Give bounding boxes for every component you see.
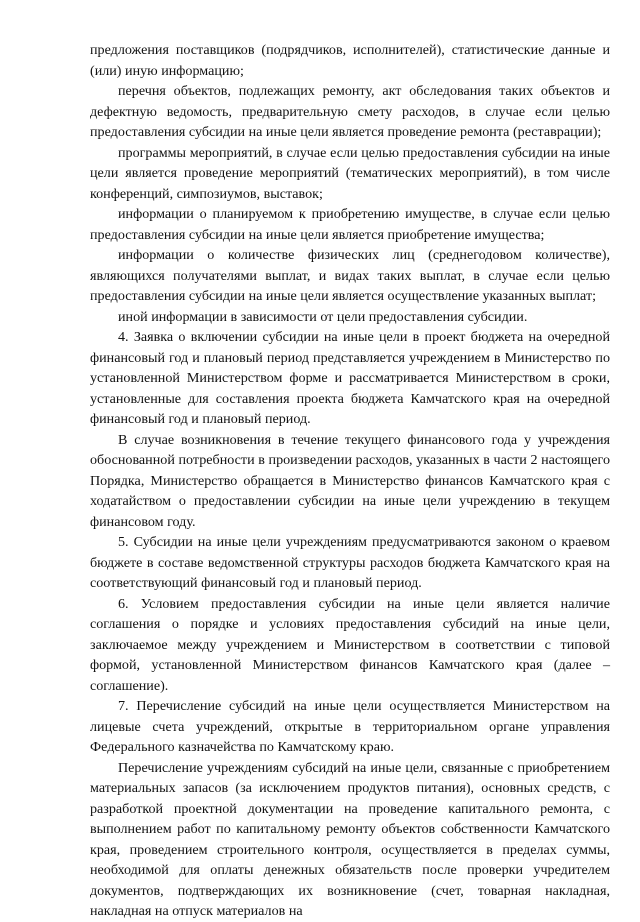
paragraph-item-5: 5. Субсидии на иные цели учреждениям предусматриваются законом о краевом бюджете в составе ведомственной структуры расходов бюджета Камчатского края на соответствующий финансовый год и плановый период. <box>90 534 610 591</box>
document-page <box>90 40 610 922</box>
paragraph-other-info: иной информации в зависимости от цели предоставления субсидии. <box>118 308 528 325</box>
paragraph-item-4: 4. Заявка о включении субсидии на иные цели в проект бюджета на очередной финансовый год и плановый период представляется учреждением в Министерство по установленной Министерством форме и рассматривается Министерством в сроки, установленные для составления проекта бюджета Камчатского края на очередной финансовый год и плановый период. <box>90 329 610 427</box>
paragraph-item-4-continued: В случае возникновения в течение текущего финансового года у учреждения обоснованной потребности в произведении расходов, указанных в части 2 настоящего Порядка, Министерство обращается в Министерство финансов Камчатского края с ходатайством о предоставлении субсидии на иные цели учреждению в текущем финансовом году. <box>90 431 610 530</box>
paragraph-item-7: 7. Перечисление субсидий на иные цели осуществляется Министерством на лицевые счета учреждений, открытые в территориальном органе управления Федерального казначейства по Камчатскому краю. <box>90 698 610 755</box>
paragraph-recipients-info: информации о количестве физических лиц (среднегодовом количестве), являющихся получателями выплат, и видах таких выплат, в случае если целью предоставления субсидии на иные цели является осуществление указанных выплат; <box>90 247 610 304</box>
paragraph-item-7-transfer: Перечисление учреждениям субсидий на иные цели, связанные с приобретением материальных запасов (за исключением продуктов питания), основных средств, с разработкой проектной документации на проведение капитального ремонта, с выполнением работ по капитальному ремонту объектов собственности Камчатского края, проведением строительного контроля, осуществляется в пределах суммы, необходимой для оплаты денежных обязательств после проверки учредителем документов, подтверждающих их возникновение (счет, товарная накладная, накладная на отпуск материалов на <box>90 759 610 919</box>
paragraph-events-program: программы мероприятий, в случае если целью предоставления субсидии на иные цели является проведение мероприятий (тематических мероприятий), в том числе конференций, симпозиумов, выставок; <box>90 144 610 202</box>
paragraph-continuation: предложения поставщиков (подрядчиков, исполнителей), статистические данные и (или) иную информацию; <box>90 42 610 79</box>
paragraph-property-info: информации о планируемом к приобретению имуществе, в случае если целью предоставления субсидии на иные цели является приобретение имущества; <box>90 206 610 243</box>
paragraph-repair-objects: перечня объектов, подлежащих ремонту, акт обследования таких объектов и дефектную ведомость, предварительную смету расходов, в случае если целью предоставления субсидии на иные цели является проведение ремонта (реставрации); <box>90 83 610 140</box>
paragraph-item-6: 6. Условием предоставления субсидии на иные цели является наличие соглашения о порядке и условиях предоставления субсидий на иные цели, заключаемое между учреждением и Министерством в соответствии с типовой формой, установленной Министерством финансов Камчатского края (далее – соглашение). <box>90 595 610 694</box>
